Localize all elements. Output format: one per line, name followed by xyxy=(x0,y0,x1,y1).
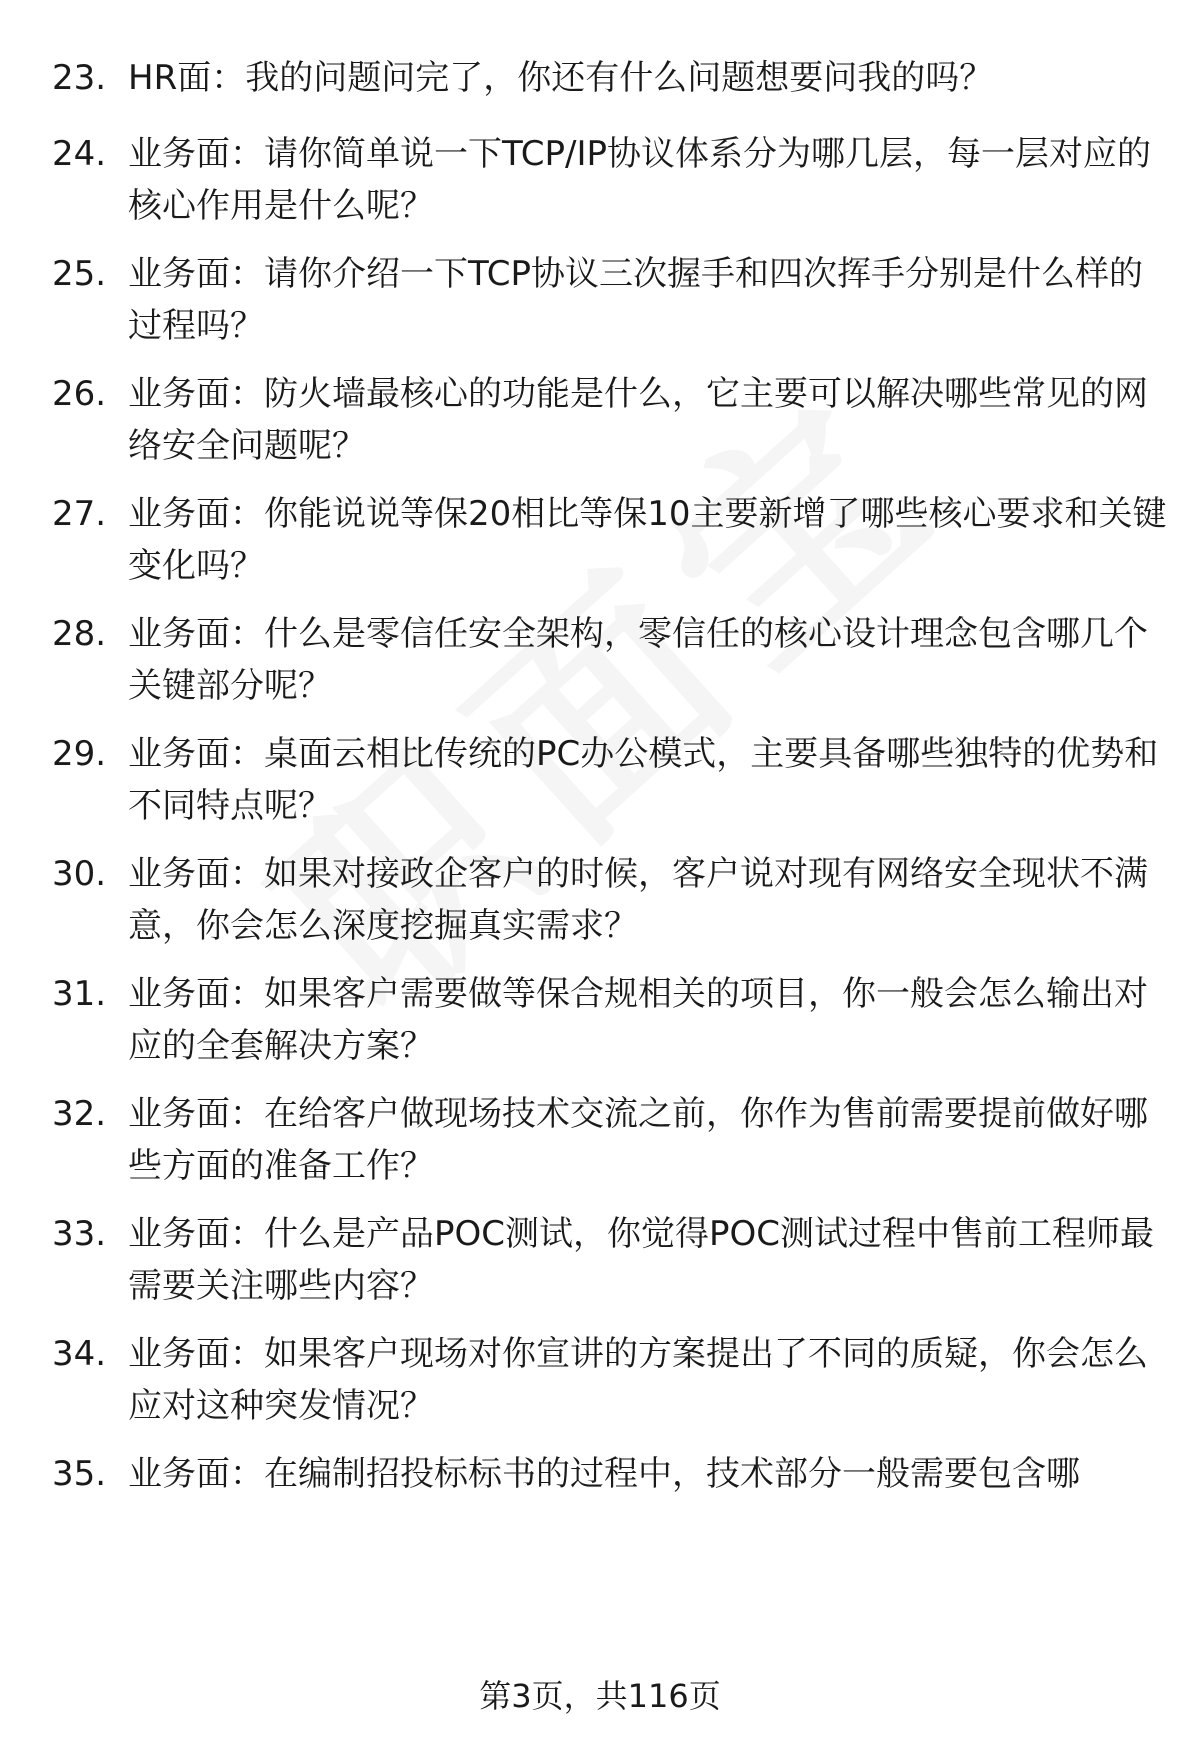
question-text: 业务面：请你介绍一下TCP协议三次握手和四次挥手分别是什么样的过程吗？ xyxy=(128,254,1144,346)
question-text: 业务面：在编制招投标标书的过程中，技术部分一般需要包含哪 xyxy=(128,1454,1080,1494)
question-number: 25. xyxy=(52,254,107,294)
question-number: 35. xyxy=(52,1454,107,1494)
list-item xyxy=(0,968,1200,1078)
question-text: 业务面：桌面云相比传统的PC办公模式，主要具备哪些独特的优势和不同特点呢？ xyxy=(128,734,1159,826)
question-text: 业务面：防火墙最核心的功能是什么，它主要可以解决哪些常见的网络安全问题呢？ xyxy=(128,374,1148,466)
list-item xyxy=(0,1088,1200,1198)
question-number: 23. xyxy=(52,58,107,98)
question-number: 26. xyxy=(52,374,107,414)
question-number: 34. xyxy=(52,1334,107,1374)
list-item xyxy=(0,1208,1200,1318)
list-item xyxy=(0,848,1200,958)
question-number: 27. xyxy=(52,494,107,534)
question-text: HR面：我的问题问完了，你还有什么问题想要问我的吗？ xyxy=(128,58,994,98)
question-text: 业务面：在给客户做现场技术交流之前，你作为售前需要提前做好哪些方面的准备工作？ xyxy=(128,1094,1148,1186)
question-text: 业务面：如果客户现场对你宣讲的方案提出了不同的质疑，你会怎么应对这种突发情况？ xyxy=(128,1334,1148,1426)
question-text: 业务面：什么是产品POC测试，你觉得POC测试过程中售前工程师最需要关注哪些内容？ xyxy=(128,1214,1155,1306)
question-number: 33. xyxy=(52,1214,107,1254)
question-number: 30. xyxy=(52,854,107,894)
list-item xyxy=(0,728,1200,838)
question-number: 24. xyxy=(52,134,107,174)
page-footer: 第3页，共116页 xyxy=(479,1677,721,1715)
list-item xyxy=(0,1448,1200,1508)
question-number: 32. xyxy=(52,1094,107,1134)
list-item xyxy=(0,608,1200,718)
question-text: 业务面：你能说说等保20相比等保10主要新增了哪些核心要求和关键变化吗？ xyxy=(128,494,1167,586)
list-item xyxy=(0,248,1200,358)
question-text: 业务面：如果客户需要做等保合规相关的项目，你一般会怎么输出对应的全套解决方案？ xyxy=(128,974,1148,1066)
question-number: 28. xyxy=(52,614,107,654)
question-number: 31. xyxy=(52,974,107,1014)
question-text: 业务面：如果对接政企客户的时候，客户说对现有网络安全现状不满意，你会怎么深度挖掘真实需求？ xyxy=(128,854,1148,946)
question-number: 29. xyxy=(52,734,107,774)
list-item xyxy=(0,368,1200,478)
question-text: 业务面：请你简单说一下TCP/IP协议体系分为哪几层，每一层对应的核心作用是什么呢？ xyxy=(128,134,1152,226)
list-item xyxy=(0,488,1200,598)
list-item xyxy=(0,1328,1200,1438)
question-text: 业务面：什么是零信任安全架构，零信任的核心设计理念包含哪几个关键部分呢？ xyxy=(128,614,1148,706)
list-item xyxy=(0,128,1200,238)
